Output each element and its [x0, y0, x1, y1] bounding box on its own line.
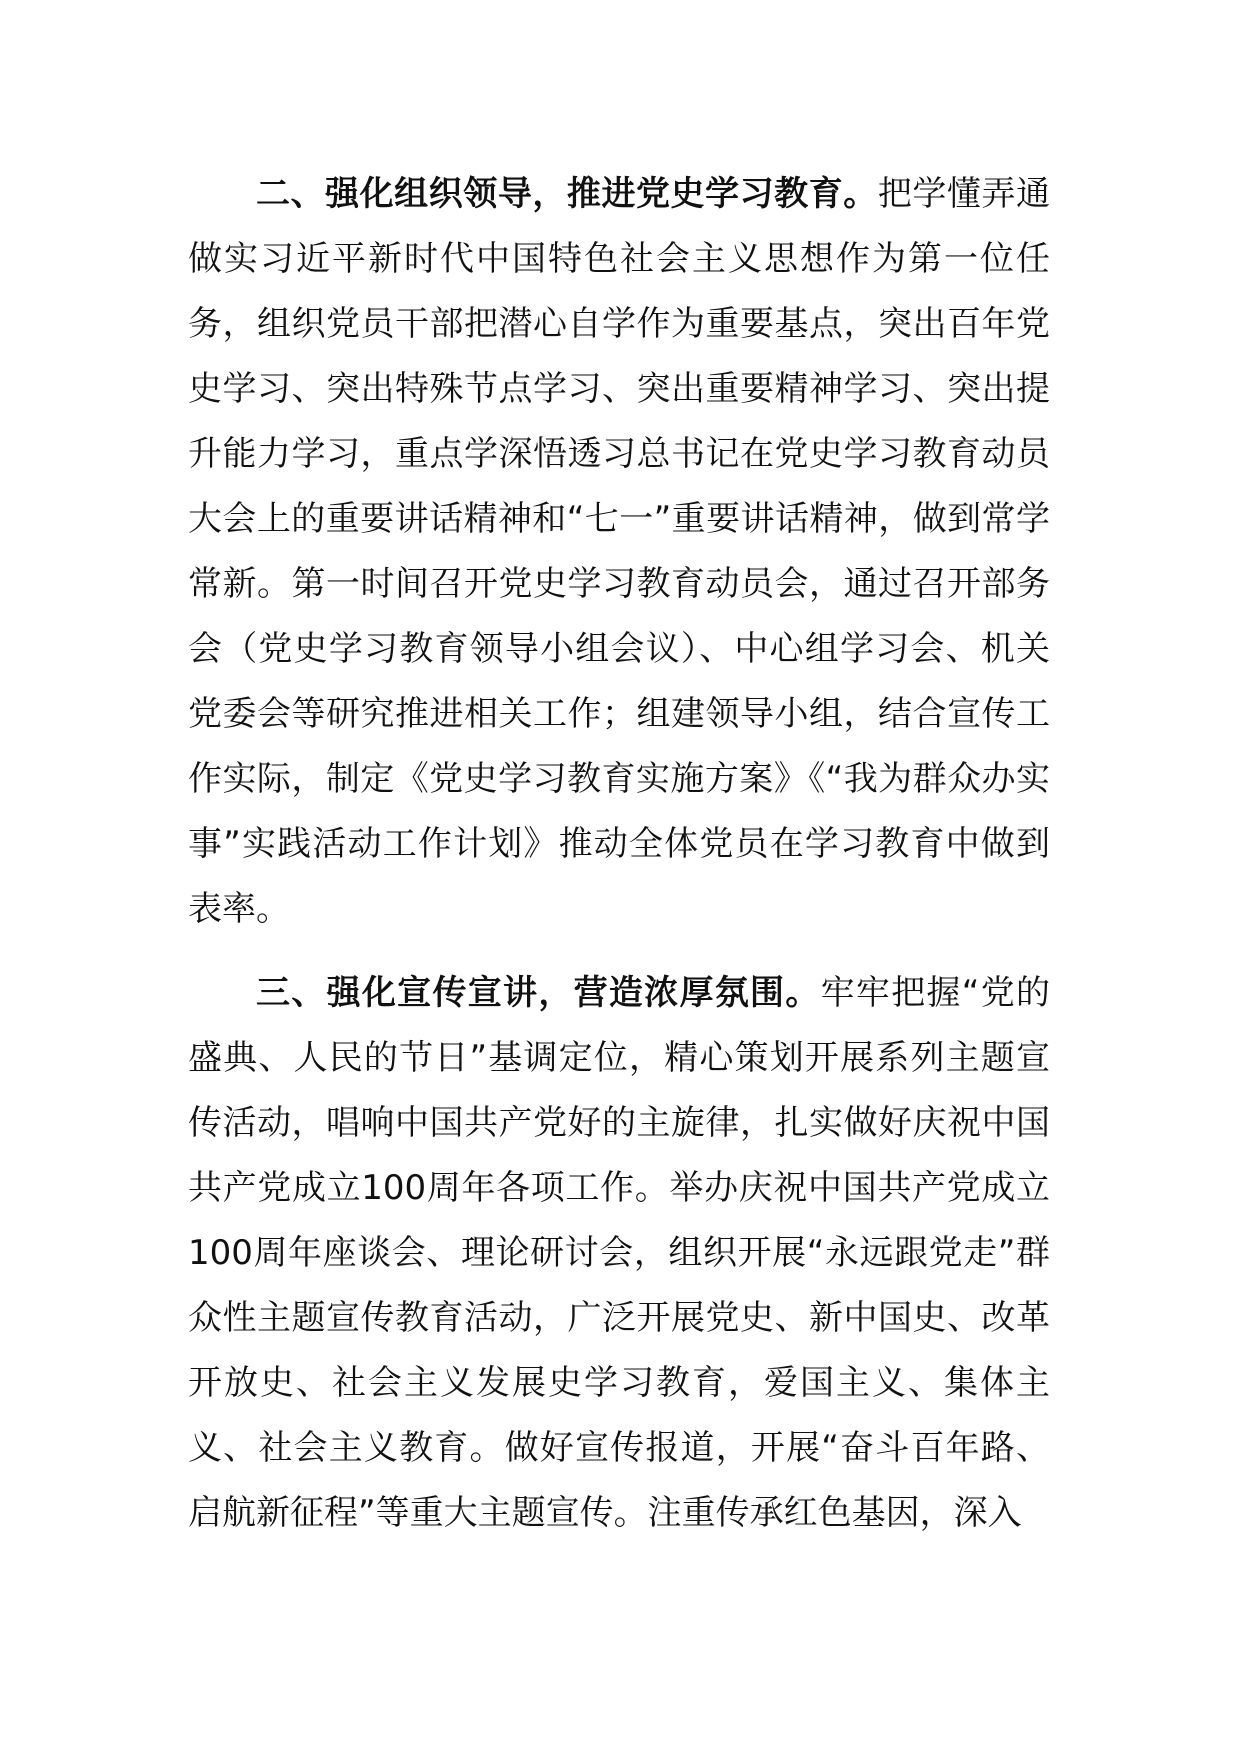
section-body: 牢牢把握“党的盛典、人民的节日”基调定位，精心策划开展系列主题宣传活动，唱响中国共产党好的主旋律，扎实做好庆祝中国共产党成立100周年各项工作。举办庆祝中国共产党成立100周年座谈会、理论研讨会，组织开展“永远跟党走”群众性主题宣传教育活动，广泛开展党史、新中国史、改革开放史、社会主义发展史学习教育，爱国主义、集体主义、社会主义教育。做好宣传报道，开展“奋斗百年路、启航新征程”等重大主题宣传。注重传承红色基因，深入 — [188, 973, 1050, 1533]
section-body: 把学懂弄通做实习近平新时代中国特色社会主义思想作为第一位任务，组织党员干部把潜心自学作为重要基点，突出百年党史学习、突出特殊节点学习、突出重要精神学习、突出提升能力学习，重点学深悟透习总书记在党史学习教育动员大会上的重要讲话精神和“七一”重要讲话精神，做到常学常新。第一时间召开党史学习教育动员会，通过召开部务会（党史学习教育领导小组会议）、中心组学习会、机关党委会等研究推进相关工作；组建领导小组，结合宣传工作实际，制定《党史学习教育实施方案》《“我为群众办实事”实践活动工作计划》推动全体党员在学习教育中做到表率。 — [188, 174, 1051, 929]
paragraph-section-2 — [188, 162, 1050, 942]
document-body — [188, 162, 1050, 1546]
paragraph-section-3 — [188, 961, 1050, 1546]
section-heading: 三、强化宣传宣讲，营造浓厚氛围。 — [256, 973, 821, 1013]
section-heading: 二、强化组织领导，推进党史学习教育。 — [256, 174, 878, 214]
